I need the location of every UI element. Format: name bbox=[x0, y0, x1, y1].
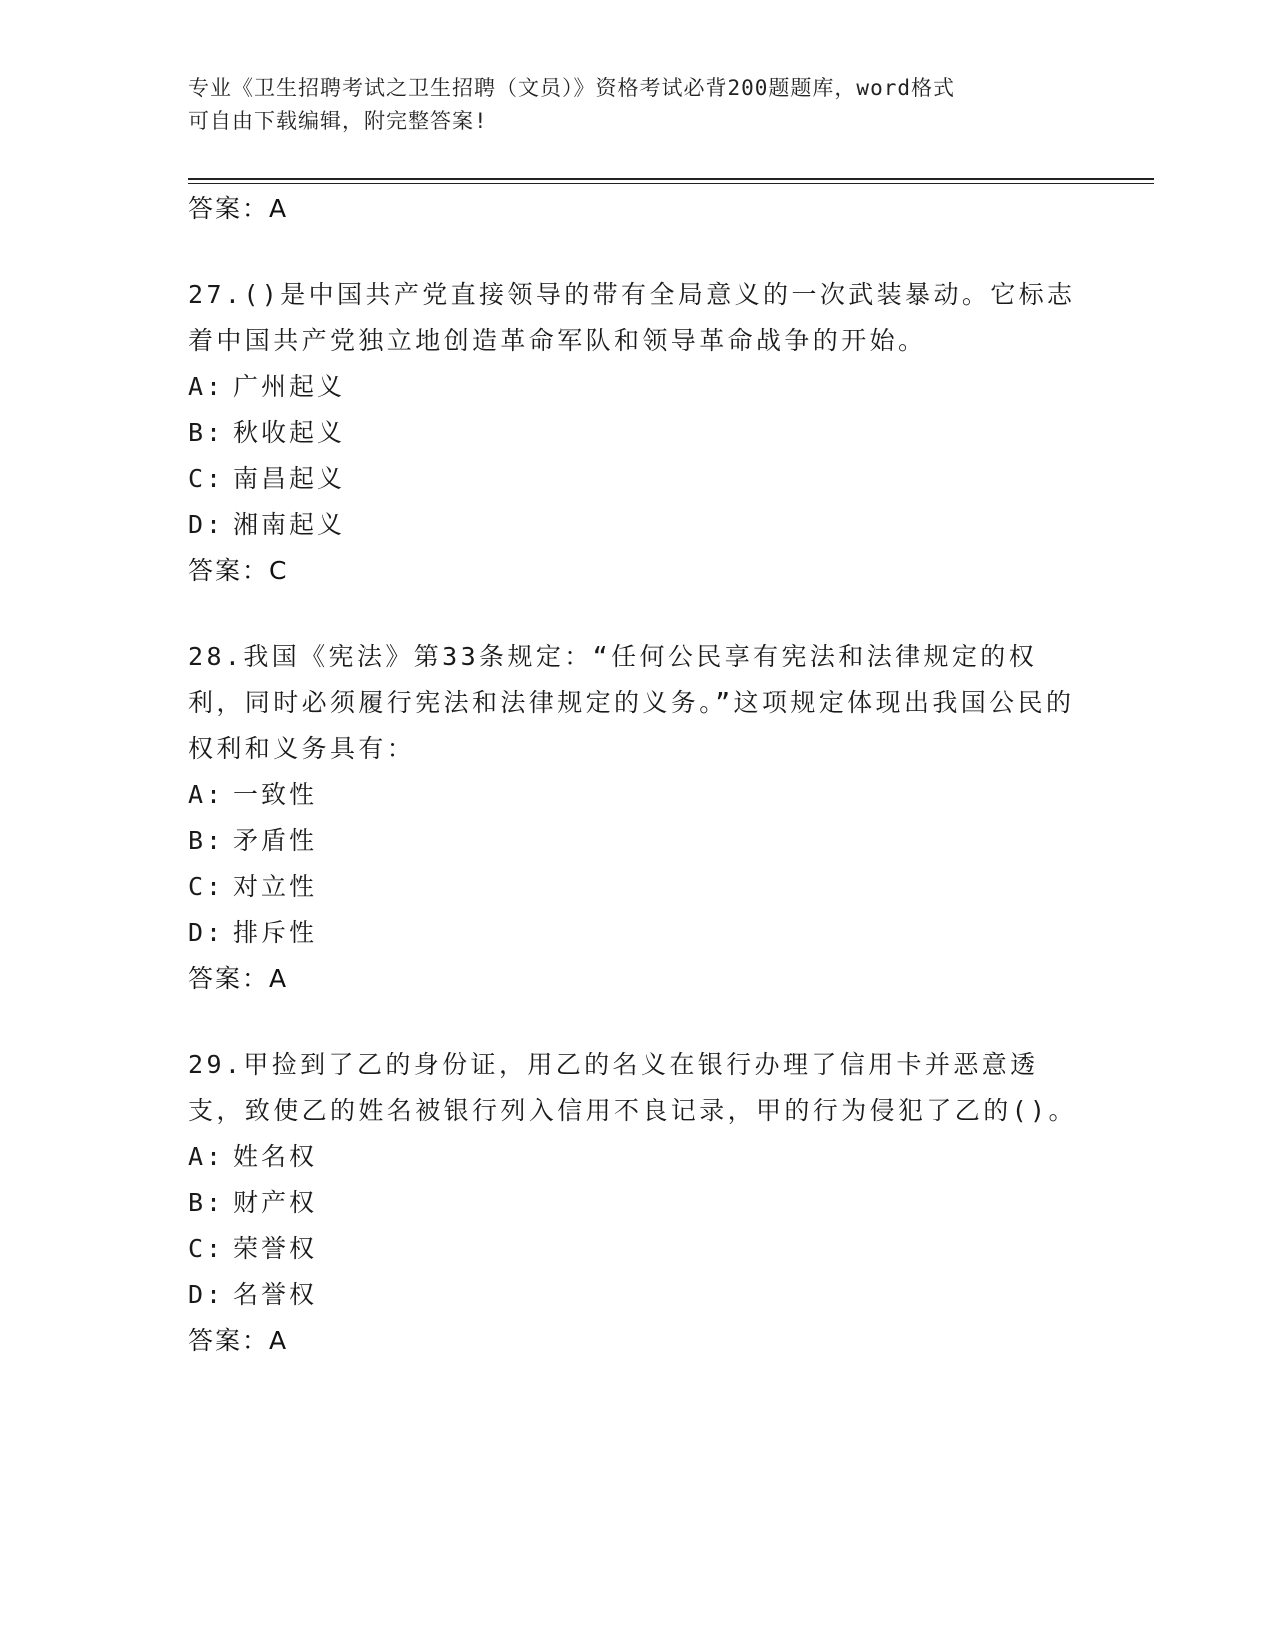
question-stem: 28.我国《宪法》第33条规定：“任何公民享有宪法和法律规定的权利，同时必须履行宪法和法律规定的义务。”这项规定体现出我国公民的权利和义务具有： bbox=[188, 642, 1075, 763]
option-key: C: bbox=[188, 872, 225, 901]
option-text: 姓名权 bbox=[233, 1142, 318, 1171]
option-text: 荣誉权 bbox=[233, 1234, 318, 1263]
question-27 bbox=[188, 272, 1078, 594]
answer: 答案：C bbox=[188, 556, 289, 585]
question-stem: 27.()是中国共产党直接领导的带有全局意义的一次武装暴动。它标志着中国共产党独立地创造革命军队和领导革命战争的开始。 bbox=[188, 280, 1076, 355]
option-key: D: bbox=[188, 1280, 225, 1309]
question-28 bbox=[188, 634, 1078, 1002]
option-text: 南昌起义 bbox=[233, 464, 346, 493]
page-header bbox=[188, 72, 1078, 138]
option-b bbox=[188, 818, 1078, 864]
option-a bbox=[188, 364, 1078, 410]
header-divider-thick bbox=[188, 178, 1154, 180]
option-key: A: bbox=[188, 780, 225, 809]
option-text: 对立性 bbox=[233, 872, 318, 901]
answer-previous-question: 答案：A bbox=[188, 194, 289, 223]
option-b bbox=[188, 410, 1078, 456]
header-line-2: 可自由下载编辑，附完整答案! bbox=[188, 109, 488, 133]
option-c bbox=[188, 456, 1078, 502]
option-a bbox=[188, 772, 1078, 818]
option-c bbox=[188, 1226, 1078, 1272]
option-d bbox=[188, 910, 1078, 956]
option-key: C: bbox=[188, 1234, 225, 1263]
option-key: A: bbox=[188, 1142, 225, 1171]
header-line-1: 专业《卫生招聘考试之卫生招聘（文员）》资格考试必背200题题库，word格式 bbox=[188, 76, 955, 100]
option-text: 广州起义 bbox=[233, 372, 346, 401]
question-29 bbox=[188, 1042, 1078, 1364]
option-b bbox=[188, 1180, 1078, 1226]
question-list bbox=[188, 186, 1078, 1364]
option-key: B: bbox=[188, 1188, 225, 1217]
option-text: 财产权 bbox=[233, 1188, 318, 1217]
option-text: 名誉权 bbox=[233, 1280, 318, 1309]
option-text: 一致性 bbox=[233, 780, 318, 809]
option-d bbox=[188, 1272, 1078, 1318]
option-key: B: bbox=[188, 418, 225, 447]
option-key: C: bbox=[188, 464, 225, 493]
option-text: 矛盾性 bbox=[233, 826, 318, 855]
option-key: B: bbox=[188, 826, 225, 855]
option-text: 湘南起义 bbox=[233, 510, 346, 539]
option-key: D: bbox=[188, 510, 225, 539]
answer: 答案：A bbox=[188, 964, 289, 993]
header-divider-thin bbox=[188, 183, 1154, 184]
option-key: D: bbox=[188, 918, 225, 947]
question-stem: 29.甲捡到了乙的身份证，用乙的名义在银行办理了信用卡并恶意透支，致使乙的姓名被银行列入信用不良记录，甲的行为侵犯了乙的()。 bbox=[188, 1050, 1077, 1125]
option-c bbox=[188, 864, 1078, 910]
option-a bbox=[188, 1134, 1078, 1180]
option-text: 秋收起义 bbox=[233, 418, 346, 447]
option-d bbox=[188, 502, 1078, 548]
answer: 答案：A bbox=[188, 1326, 289, 1355]
option-key: A: bbox=[188, 372, 225, 401]
option-text: 排斥性 bbox=[233, 918, 318, 947]
